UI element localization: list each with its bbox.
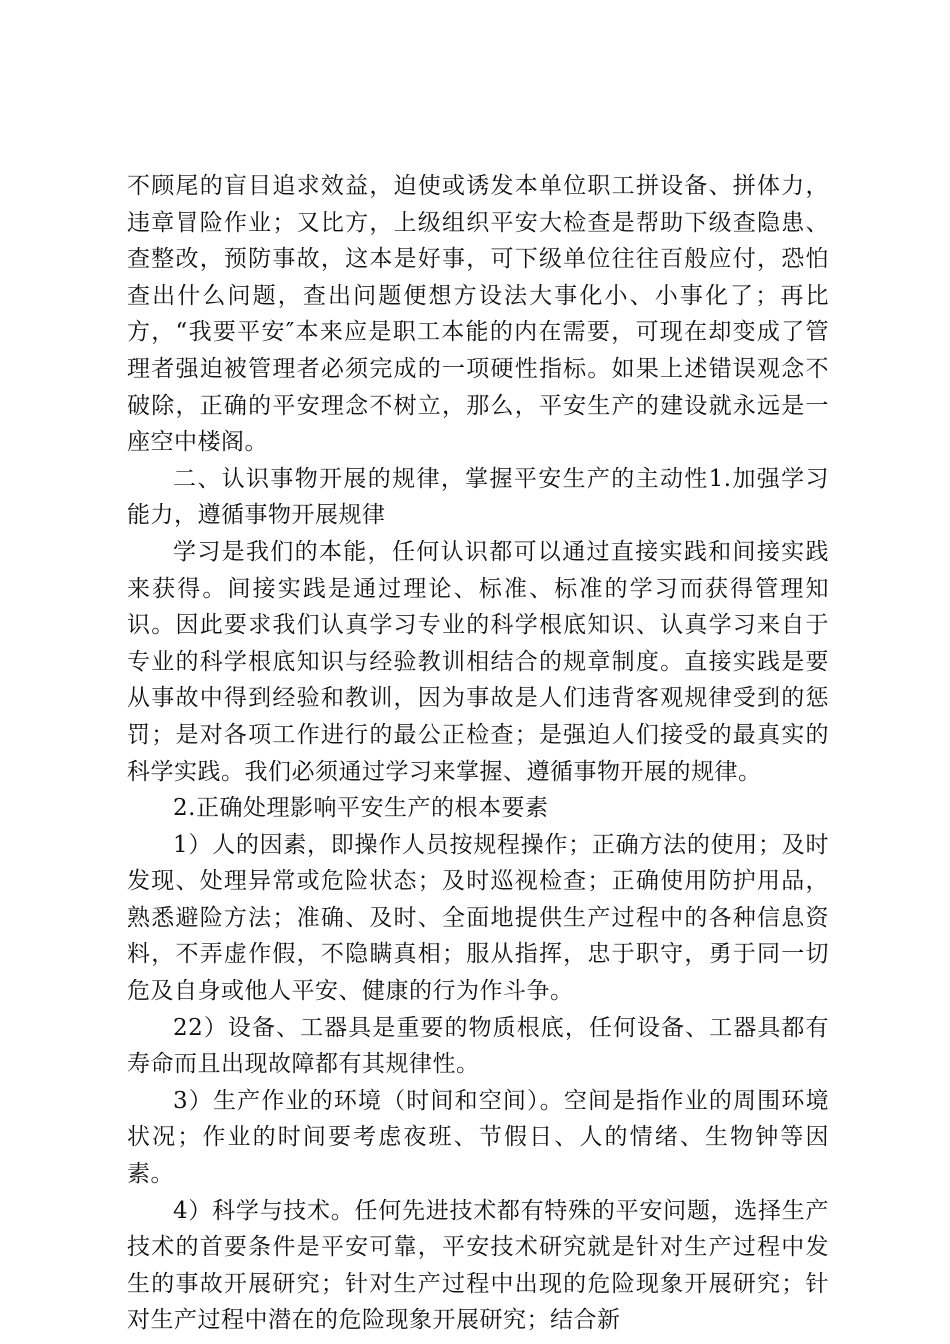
- document-page: [127, 168, 829, 1339]
- paragraph-6-equipment: 22）设备、工器具是重要的物质根底，任何设备、工器具都有寿命而且出现故障都有其规律性。: [127, 1014, 829, 1078]
- paragraph-5-human-factor: 1）人的因素，即操作人员按规程操作；正确方法的使用；及时发现、处理异常或危险状态；及时巡视检查；正确使用防护用品，熟悉避险方法；准确、及时、全面地提供生产过程中的各种信息资料，不弄虚作假，不隐瞒真相；服从指挥，忠于职守，勇于同一切危及自身或他人平安、健康的行为作斗争。: [127, 831, 829, 1005]
- paragraph-7-environment: 3）生产作业的环境（时间和空间）。空间是指作业的周围环境状况；作业的时间要考虑夜班、节假日、人的情绪、生物钟等因素。: [127, 1087, 829, 1188]
- paragraph-2-section-heading: 二、认识事物开展的规律，掌握平安生产的主动性1.加强学习能力，遵循事物开展规律: [127, 465, 829, 529]
- paragraph-3: 学习是我们的本能，任何认识都可以通过直接实践和间接实践来获得。间接实践是通过理论、标准、标准的学习而获得管理知识。因此要求我们认真学习专业的科学根底知识、认真学习来自于专业的科学根底知识与经验教训相结合的规章制度。直接实践是要从事故中得到经验和教训，因为事故是人们违背客观规律受到的惩罚；是对各项工作进行的最公正检查；是强迫人们接受的最真实的科学实践。我们必须通过学习来掌握、遵循事物开展的规律。: [127, 538, 829, 785]
- paragraph-8-technology: 4）科学与技术。任何先进技术都有特殊的平安问题，选择生产技术的首要条件是平安可靠，平安技术研究就是针对生产过程中发生的事故开展研究；针对生产过程中出现的危险现象开展研究；针对生产过程中潜在的危险现象开展研究；结合新: [127, 1197, 829, 1334]
- paragraph-4-subheading: 2.正确处理影响平安生产的根本要素: [173, 795, 549, 822]
- paragraph-1: 不顾尾的盲目追求效益，迫使或诱发本单位职工拼设备、拼体力，违章冒险作业；又比方，上级组织平安大检查是帮助下级查隐患、查整改，预防事故，这本是好事，可下级单位往往百般应付，恐怕查出什么问题，查出问题便想方设法大事化小、小事化了；再比方，“我要平安″本来应是职工本能的内在需要，可现在却变成了管理者强迫被管理者必须完成的一项硬性指标。如果上述错误观念不破除，正确的平安理念不树立，那么，平安生产的建设就永远是一座空中楼阁。: [127, 173, 829, 456]
